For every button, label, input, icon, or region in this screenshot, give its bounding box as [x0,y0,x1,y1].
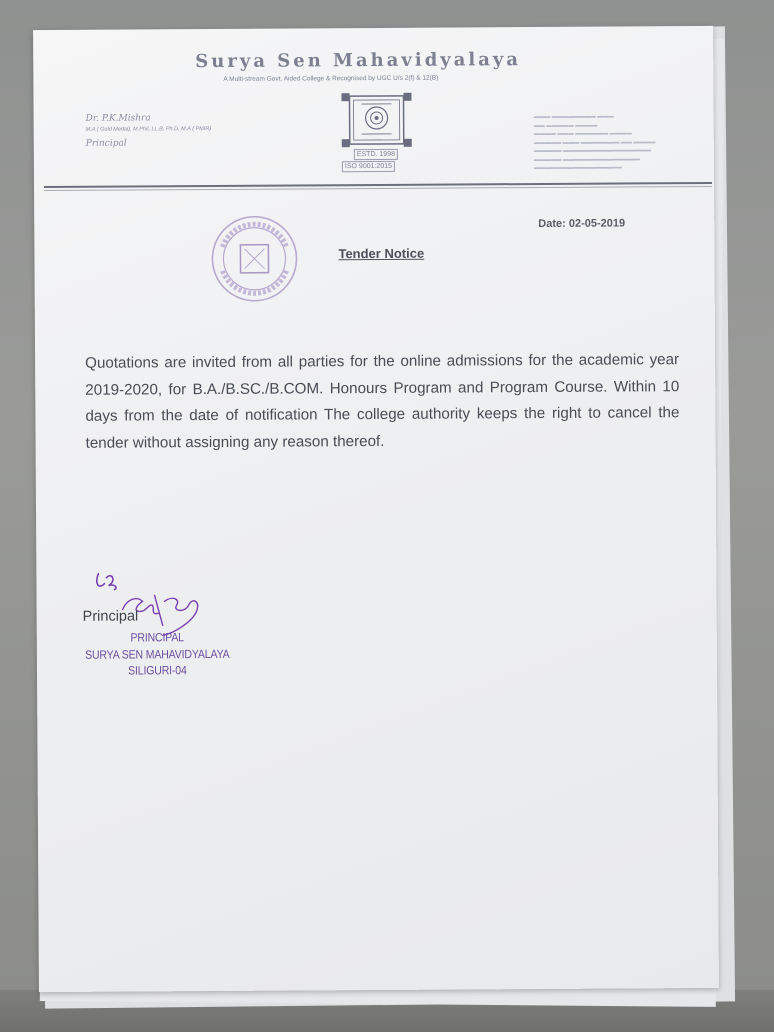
iso-certification: ISO 9001:2015 [342,161,395,172]
contact-line-blurred: ▬▬▬ ▬▬▬▬▬▬▬▬ ▬▬▬ [533,113,614,121]
contact-line-blurred: ▬▬▬▬▬ ▬▬▬▬▬▬▬▬▬▬▬▬▬▬ [533,155,640,163]
contact-line-blurred: ▬▬▬▬ ▬▬▬ ▬▬▬▬▬▬ ▬▬▬▬ [533,130,632,138]
college-logo-icon [339,92,413,148]
notice-title: Tender Notice [338,245,425,262]
notice-date: Date: 02-05-2019 [538,217,626,231]
tender-notice-page [33,26,719,992]
notice-body: Quotations are invited from all parties for the online admissions for the academic year 2019-2020, for B.A./B.SC./B.COM. Honours Program and Program Course. Within 10 days from the date of notification The college authority keeps the right to cancel the tender without assigning any reason thereof. [85,351,680,452]
contact-block [534,112,684,172]
principal-qualifications: M.A ( Gold Medal), M.Phil, LL.B, Ph.D, M.A ( PMIR) [85,125,212,133]
college-name: Surya Sen Mahavidyalaya [195,49,522,73]
stamp-line-location: SILIGURI-04 [128,663,187,678]
principal-title: Principal [85,138,127,149]
principal-stamp [65,629,250,680]
signoff-label: Principal [82,608,139,625]
principal-name: Dr. P.K.Mishra [85,113,151,124]
college-seal-icon [208,212,301,305]
college-subtitle: A Multi-stream Govt. Aided College & Recognised by UGC U/s 2(f) & 12(B) [223,74,439,83]
established-year: ESTD. 1998 [354,149,398,160]
stamp-line-title: PRINCIPAL [130,630,184,645]
contact-line-blurred: ▬▬▬▬▬ ▬▬▬ ▬▬▬▬▬▬▬ ▬▬ ▬▬▬▬ [533,138,656,146]
contact-line-blurred: ▬▬ ▬▬▬▬▬ ▬▬▬▬ [533,122,598,129]
contact-line-blurred: ▬▬▬▬▬▬▬▬▬▬▬▬▬▬▬▬ [533,164,622,172]
contact-line-blurred: ▬▬▬▬▬ ▬▬▬▬▬▬▬▬▬▬▬▬▬▬▬▬ [533,147,651,155]
stamp-line-college: SURYA SEN MAHAVIDYALAYA [85,646,230,662]
